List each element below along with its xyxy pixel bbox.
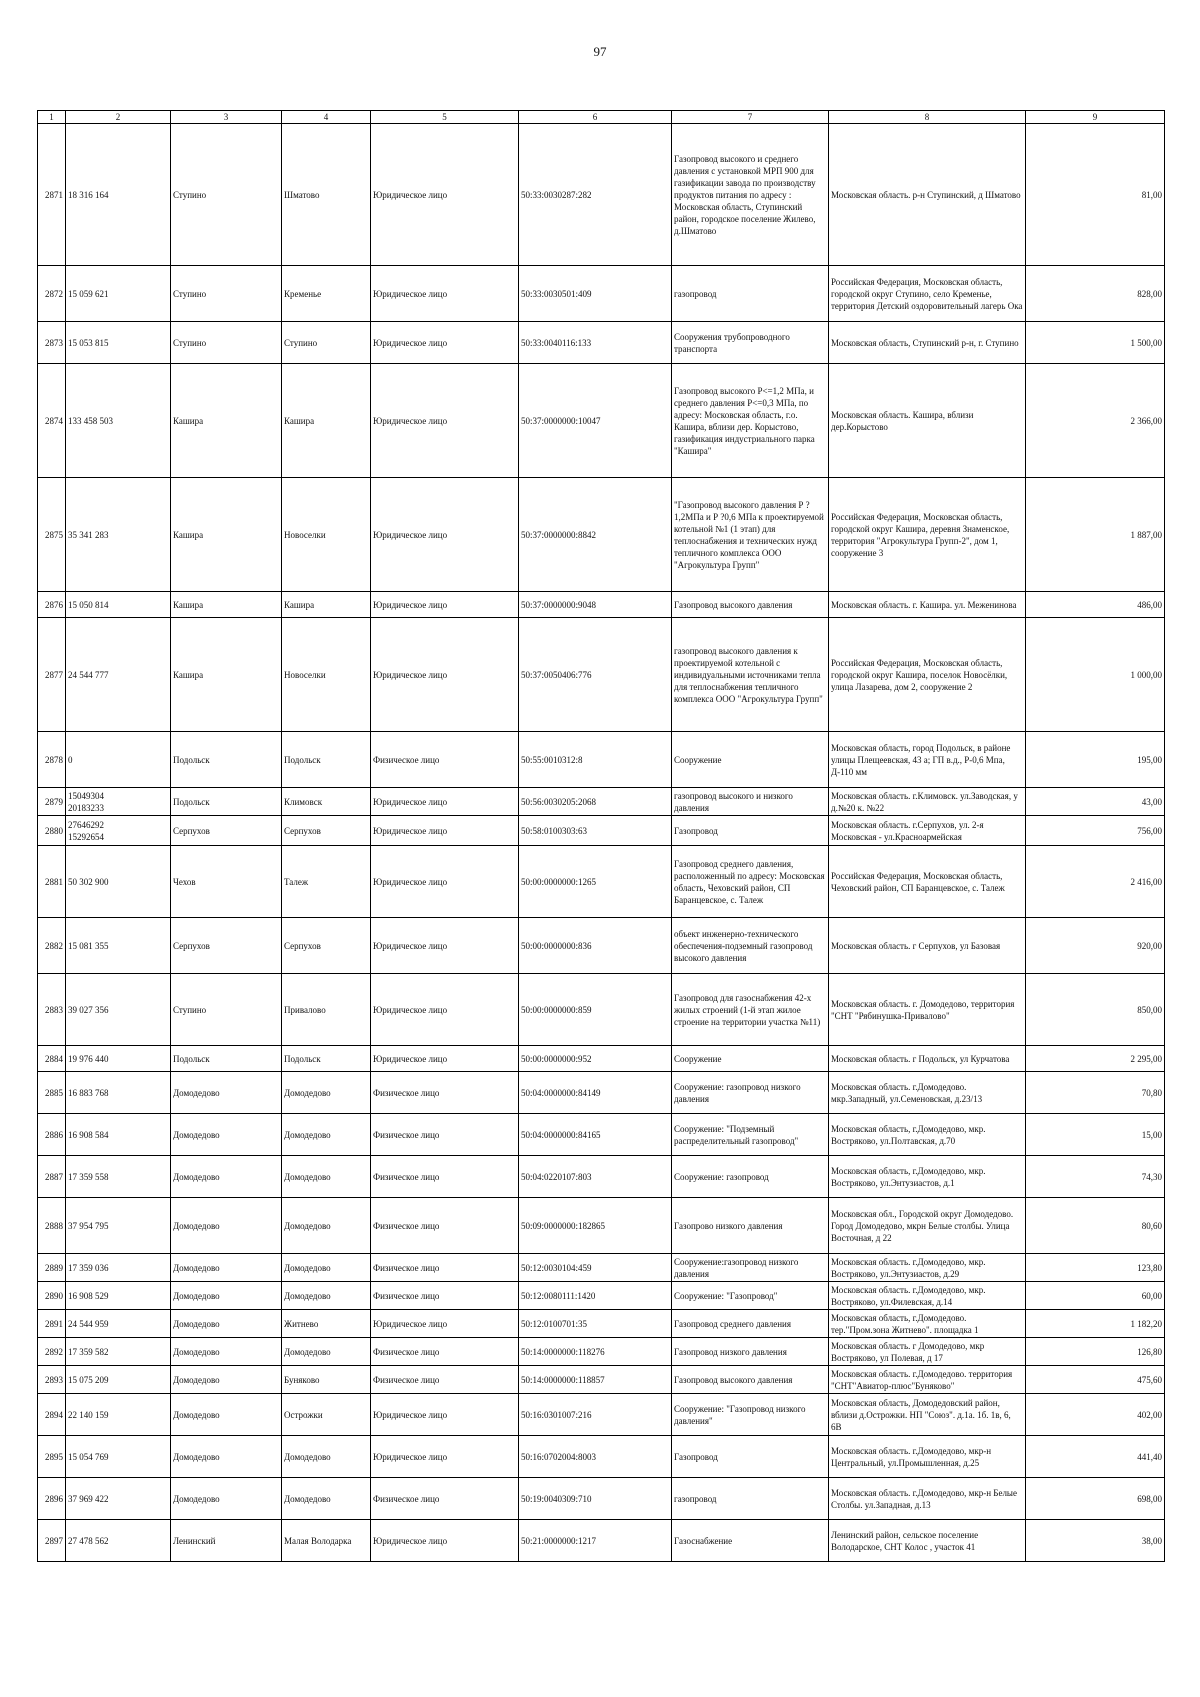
owner-type-cell: Физическое лицо xyxy=(371,1156,519,1198)
value-cell: 38,00 xyxy=(1026,1520,1165,1562)
row-number: 2877 xyxy=(38,618,66,732)
object-code: 133 458 503 xyxy=(66,364,171,478)
owner-type-cell: Физическое лицо xyxy=(371,1072,519,1114)
district-cell: Домодедово xyxy=(171,1198,282,1254)
row-number: 2873 xyxy=(38,322,66,364)
row-number: 2871 xyxy=(38,124,66,266)
object-code: 39 027 356 xyxy=(66,974,171,1046)
row-number: 2883 xyxy=(38,974,66,1046)
locality-cell: Подольск xyxy=(282,1046,371,1072)
object-name-cell: объект инженерно-технического обеспечения-подземный газопровод высокого давления xyxy=(672,918,829,974)
object-code: 15 053 815 xyxy=(66,322,171,364)
table-body xyxy=(38,124,1165,1562)
table-row xyxy=(38,1282,1165,1310)
object-name-cell: Сооружение: газопровод xyxy=(672,1156,829,1198)
row-number: 2885 xyxy=(38,1072,66,1114)
column-number-row xyxy=(38,111,1165,124)
object-code: 15 081 355 xyxy=(66,918,171,974)
object-code: 15 050 814 xyxy=(66,592,171,618)
locality-cell: Кашира xyxy=(282,364,371,478)
owner-type-cell: Юридическое лицо xyxy=(371,124,519,266)
row-number: 2879 xyxy=(38,788,66,816)
cadastral-number-cell: 50:12:0030104:459 xyxy=(519,1254,672,1282)
cadastral-number-cell: 50:00:0000000:952 xyxy=(519,1046,672,1072)
address-cell: Московская область. г.Домодедово, мкр. Востряково, ул.Филевская, д.14 xyxy=(829,1282,1026,1310)
object-code: 37 954 795 xyxy=(66,1198,171,1254)
district-cell: Подольск xyxy=(171,788,282,816)
row-number: 2875 xyxy=(38,478,66,592)
locality-cell: Привалово xyxy=(282,974,371,1046)
district-cell: Домодедово xyxy=(171,1366,282,1394)
table-row xyxy=(38,1338,1165,1366)
table-row xyxy=(38,846,1165,918)
owner-type-cell: Юридическое лицо xyxy=(371,618,519,732)
address-cell: Российская Федерация, Московская область, городской округ Кашира, поселок Новосёлки, улица Лазарева, дом 2, сооружение 2 xyxy=(829,618,1026,732)
object-name-cell: Сооружение xyxy=(672,732,829,788)
object-name-cell: Сооружение:газопровод низкого давления xyxy=(672,1254,829,1282)
locality-cell: Острожки xyxy=(282,1394,371,1436)
row-number: 2893 xyxy=(38,1366,66,1394)
cadastral-number-cell: 50:00:0000000:836 xyxy=(519,918,672,974)
object-code: 37 969 422 xyxy=(66,1478,171,1520)
owner-type-cell: Юридическое лицо xyxy=(371,322,519,364)
address-cell: Московская область. г.Домодедово. территория "СНТ"Авиатор-плюс"Буняково" xyxy=(829,1366,1026,1394)
district-cell: Домодедово xyxy=(171,1394,282,1436)
address-cell: Московская область. р-н Ступинский, д Шматово xyxy=(829,124,1026,266)
table-row xyxy=(38,1310,1165,1338)
address-cell: Московская область. г Серпухов, ул Базовая xyxy=(829,918,1026,974)
owner-type-cell: Физическое лицо xyxy=(371,1198,519,1254)
object-code: 15 075 209 xyxy=(66,1366,171,1394)
object-code: 24 544 959 xyxy=(66,1310,171,1338)
value-cell: 2 416,00 xyxy=(1026,846,1165,918)
object-code: 15049304 20183233 xyxy=(66,788,171,816)
object-name-cell: Газопровод xyxy=(672,816,829,846)
column-header: 2 xyxy=(66,111,171,124)
district-cell: Домодедово xyxy=(171,1072,282,1114)
owner-type-cell: Физическое лицо xyxy=(371,1478,519,1520)
object-code: 27646292 15292654 xyxy=(66,816,171,846)
district-cell: Кашира xyxy=(171,478,282,592)
row-number: 2897 xyxy=(38,1520,66,1562)
value-cell: 1 500,00 xyxy=(1026,322,1165,364)
column-header: 5 xyxy=(371,111,519,124)
row-number: 2881 xyxy=(38,846,66,918)
address-cell: Московская область. Кашира, вблизи дер.Корыстово xyxy=(829,364,1026,478)
cadastral-number-cell: 50:33:0030501:409 xyxy=(519,266,672,322)
district-cell: Ступино xyxy=(171,322,282,364)
table-row xyxy=(38,1114,1165,1156)
cadastral-number-cell: 50:55:0010312:8 xyxy=(519,732,672,788)
table-row xyxy=(38,788,1165,816)
cadastral-number-cell: 50:00:0000000:859 xyxy=(519,974,672,1046)
locality-cell: Домодедово xyxy=(282,1338,371,1366)
locality-cell: Домодедово xyxy=(282,1156,371,1198)
address-cell: Московская область. г.Домодедово, мкр-н Центральный, ул.Промышленная, д.25 xyxy=(829,1436,1026,1478)
object-name-cell: Газопровод среднего давления, расположенный по адресу: Московская область, Чеховский район, СП Баранцевское, с. Талеж xyxy=(672,846,829,918)
value-cell: 2 295,00 xyxy=(1026,1046,1165,1072)
address-cell: Московская область, Домодедовский район, вблизи д.Острожки. НП "Союз". д.1а. 1б. 1в, 6, 6В xyxy=(829,1394,1026,1436)
column-header: 7 xyxy=(672,111,829,124)
value-cell: 2 366,00 xyxy=(1026,364,1165,478)
table-row xyxy=(38,1072,1165,1114)
locality-cell: Талеж xyxy=(282,846,371,918)
locality-cell: Кашира xyxy=(282,592,371,618)
address-cell: Московская область, Ступинский р-н, г. Ступино xyxy=(829,322,1026,364)
object-name-cell: Сооружения трубопроводного транспорта xyxy=(672,322,829,364)
table-row xyxy=(38,1046,1165,1072)
object-name-cell: газопровод xyxy=(672,1478,829,1520)
cadastral-number-cell: 50:56:0030205:2068 xyxy=(519,788,672,816)
locality-cell: Буняково xyxy=(282,1366,371,1394)
row-number: 2878 xyxy=(38,732,66,788)
address-cell: Московская область. г Домодедово, мкр Востряково, ул Полевая, д 17 xyxy=(829,1338,1026,1366)
object-code: 35 341 283 xyxy=(66,478,171,592)
page-number: 97 xyxy=(593,44,607,59)
object-name-cell: Сооружение xyxy=(672,1046,829,1072)
object-name-cell: Сооружение: "Подземный распределительный газопровод" xyxy=(672,1114,829,1156)
owner-type-cell: Физическое лицо xyxy=(371,732,519,788)
row-number: 2888 xyxy=(38,1198,66,1254)
object-name-cell: Газопровод низкого давления xyxy=(672,1338,829,1366)
value-cell: 15,00 xyxy=(1026,1114,1165,1156)
object-code: 22 140 159 xyxy=(66,1394,171,1436)
owner-type-cell: Юридическое лицо xyxy=(371,364,519,478)
table-row xyxy=(38,732,1165,788)
value-cell: 486,00 xyxy=(1026,592,1165,618)
object-name-cell: газопровод высокого давления к проектируемой котельной с индивидуальными источниками тепла для теплоснабжения тепличного комплекса ООО "Агрокультура Групп" xyxy=(672,618,829,732)
cadastral-number-cell: 50:04:0220107:803 xyxy=(519,1156,672,1198)
owner-type-cell: Юридическое лицо xyxy=(371,816,519,846)
row-number: 2876 xyxy=(38,592,66,618)
row-number: 2891 xyxy=(38,1310,66,1338)
object-name-cell: Газопровод среднего давления xyxy=(672,1310,829,1338)
locality-cell: Домодедово xyxy=(282,1282,371,1310)
district-cell: Серпухов xyxy=(171,816,282,846)
object-code: 27 478 562 xyxy=(66,1520,171,1562)
cadastral-number-cell: 50:37:0000000:8842 xyxy=(519,478,672,592)
object-name-cell: Сооружение: "Газопровод низкого давления" xyxy=(672,1394,829,1436)
owner-type-cell: Юридическое лицо xyxy=(371,1520,519,1562)
row-number: 2889 xyxy=(38,1254,66,1282)
value-cell: 43,00 xyxy=(1026,788,1165,816)
cadastral-number-cell: 50:12:0100701:35 xyxy=(519,1310,672,1338)
address-cell: Московская область, г.Домодедово, мкр. Востряково, ул.Полтавская, д.70 xyxy=(829,1114,1026,1156)
owner-type-cell: Юридическое лицо xyxy=(371,788,519,816)
cadastral-number-cell: 50:37:0050406:776 xyxy=(519,618,672,732)
table-row xyxy=(38,1156,1165,1198)
table-row xyxy=(38,364,1165,478)
cadastral-number-cell: 50:09:0000000:182865 xyxy=(519,1198,672,1254)
district-cell: Домодедово xyxy=(171,1282,282,1310)
locality-cell: Домодедово xyxy=(282,1114,371,1156)
locality-cell: Шматово xyxy=(282,124,371,266)
row-number: 2892 xyxy=(38,1338,66,1366)
table-row xyxy=(38,974,1165,1046)
cadastral-number-cell: 50:04:0000000:84165 xyxy=(519,1114,672,1156)
cadastral-number-cell: 50:33:0030287:282 xyxy=(519,124,672,266)
table-row xyxy=(38,1436,1165,1478)
value-cell: 1 000,00 xyxy=(1026,618,1165,732)
row-number: 2884 xyxy=(38,1046,66,1072)
district-cell: Подольск xyxy=(171,732,282,788)
object-code: 17 359 036 xyxy=(66,1254,171,1282)
object-code: 19 976 440 xyxy=(66,1046,171,1072)
locality-cell: Серпухов xyxy=(282,816,371,846)
address-cell: Российская Федерация, Московская область, Чеховский район, СП Баранцевское, с. Талеж xyxy=(829,846,1026,918)
district-cell: Кашира xyxy=(171,618,282,732)
value-cell: 81,00 xyxy=(1026,124,1165,266)
district-cell: Домодедово xyxy=(171,1156,282,1198)
cadastral-number-cell: 50:16:0702004:8003 xyxy=(519,1436,672,1478)
address-cell: Московская область. г.Климовск. ул.Заводская, у д.№20 к. №22 xyxy=(829,788,1026,816)
locality-cell: Кременье xyxy=(282,266,371,322)
cadastral-number-cell: 50:58:0100303:63 xyxy=(519,816,672,846)
table-row xyxy=(38,1254,1165,1282)
address-cell: Московская область. г. Кашира. ул. Меженинова xyxy=(829,592,1026,618)
table-row xyxy=(38,1198,1165,1254)
object-code: 24 544 777 xyxy=(66,618,171,732)
owner-type-cell: Юридическое лицо xyxy=(371,592,519,618)
object-name-cell: Газопровод высокого Р<=1,2 МПа, и среднего давления Р<=0,3 МПа, по адресу: Московская область, г.о. Кашира, вблизи дер. Корыстово, газификация индустриального парка "Кашира" xyxy=(672,364,829,478)
table-row xyxy=(38,266,1165,322)
value-cell: 402,00 xyxy=(1026,1394,1165,1436)
object-name-cell: Газопровод xyxy=(672,1436,829,1478)
locality-cell: Подольск xyxy=(282,732,371,788)
row-number: 2882 xyxy=(38,918,66,974)
value-cell: 126,80 xyxy=(1026,1338,1165,1366)
value-cell: 756,00 xyxy=(1026,816,1165,846)
value-cell: 441,40 xyxy=(1026,1436,1165,1478)
row-number: 2887 xyxy=(38,1156,66,1198)
locality-cell: Малая Володарка xyxy=(282,1520,371,1562)
row-number: 2872 xyxy=(38,266,66,322)
cadastral-number-cell: 50:04:0000000:84149 xyxy=(519,1072,672,1114)
owner-type-cell: Физическое лицо xyxy=(371,1282,519,1310)
row-number: 2880 xyxy=(38,816,66,846)
table-row xyxy=(38,322,1165,364)
locality-cell: Серпухов xyxy=(282,918,371,974)
owner-type-cell: Юридическое лицо xyxy=(371,974,519,1046)
owner-type-cell: Юридическое лицо xyxy=(371,1394,519,1436)
value-cell: 80,60 xyxy=(1026,1198,1165,1254)
value-cell: 195,00 xyxy=(1026,732,1165,788)
address-cell: Российская Федерация, Московская область, городской округ Кашира, деревня Знаменское, территория "Агрокультура Групп-2", дом 1, сооружение 3 xyxy=(829,478,1026,592)
column-header: 3 xyxy=(171,111,282,124)
object-code: 0 xyxy=(66,732,171,788)
value-cell: 920,00 xyxy=(1026,918,1165,974)
district-cell: Ступино xyxy=(171,266,282,322)
district-cell: Подольск xyxy=(171,1046,282,1072)
object-name-cell: Газопрово низкого давления xyxy=(672,1198,829,1254)
cadastral-number-cell: 50:37:0000000:10047 xyxy=(519,364,672,478)
table-row xyxy=(38,592,1165,618)
object-code: 15 059 621 xyxy=(66,266,171,322)
column-header: 9 xyxy=(1026,111,1165,124)
row-number: 2896 xyxy=(38,1478,66,1520)
district-cell: Серпухов xyxy=(171,918,282,974)
cadastral-number-cell: 50:37:0000000:9048 xyxy=(519,592,672,618)
column-header: 1 xyxy=(38,111,66,124)
cadastral-number-cell: 50:12:0080111:1420 xyxy=(519,1282,672,1310)
registry-table xyxy=(37,110,1165,1562)
cadastral-number-cell: 50:33:0040116:133 xyxy=(519,322,672,364)
locality-cell: Домодедово xyxy=(282,1254,371,1282)
owner-type-cell: Юридическое лицо xyxy=(371,1436,519,1478)
locality-cell: Домодедово xyxy=(282,1436,371,1478)
owner-type-cell: Юридическое лицо xyxy=(371,478,519,592)
table-row xyxy=(38,1394,1165,1436)
district-cell: Ленинский xyxy=(171,1520,282,1562)
locality-cell: Ступино xyxy=(282,322,371,364)
cadastral-number-cell: 50:21:0000000:1217 xyxy=(519,1520,672,1562)
locality-cell: Новоселки xyxy=(282,618,371,732)
value-cell: 698,00 xyxy=(1026,1478,1165,1520)
object-name-cell: Газоснабжение xyxy=(672,1520,829,1562)
value-cell: 60,00 xyxy=(1026,1282,1165,1310)
row-number: 2874 xyxy=(38,364,66,478)
object-name-cell: Сооружение: газопровод низкого давления xyxy=(672,1072,829,1114)
row-number: 2886 xyxy=(38,1114,66,1156)
locality-cell: Климовск xyxy=(282,788,371,816)
table-row xyxy=(38,618,1165,732)
locality-cell: Новоселки xyxy=(282,478,371,592)
address-cell: Московская область, г.Домодедово, мкр. Востряково, ул.Энтузиастов, д.1 xyxy=(829,1156,1026,1198)
owner-type-cell: Физическое лицо xyxy=(371,1114,519,1156)
address-cell: Московская область. г.Серпухов, ул. 2-я Московская - ул.Красноармейская xyxy=(829,816,1026,846)
column-header: 4 xyxy=(282,111,371,124)
owner-type-cell: Физическое лицо xyxy=(371,1254,519,1282)
district-cell: Домодедово xyxy=(171,1310,282,1338)
table-row xyxy=(38,1366,1165,1394)
object-name-cell: газопровод высокого и низкого давления xyxy=(672,788,829,816)
owner-type-cell: Юридическое лицо xyxy=(371,266,519,322)
address-cell: Российская Федерация, Московская область, городской округ Ступино, село Кременье, территория Детский оздоровительный лагерь Ока xyxy=(829,266,1026,322)
address-cell: Московская область. г. Домодедово, территория "СНТ "Рябинушка-Привалово" xyxy=(829,974,1026,1046)
district-cell: Ступино xyxy=(171,974,282,1046)
address-cell: Московская область. г.Домодедово. мкр.Западный, ул.Семеновская, д.23/13 xyxy=(829,1072,1026,1114)
table-row xyxy=(38,1478,1165,1520)
address-cell: Ленинский район, сельское поселение Володарское, СНТ Колос , участок 41 xyxy=(829,1520,1026,1562)
value-cell: 475,60 xyxy=(1026,1366,1165,1394)
table-row xyxy=(38,1520,1165,1562)
object-name-cell: Сооружение: "Газопровод" xyxy=(672,1282,829,1310)
locality-cell: Домодедово xyxy=(282,1072,371,1114)
district-cell: Кашира xyxy=(171,364,282,478)
table-row xyxy=(38,478,1165,592)
district-cell: Домодедово xyxy=(171,1114,282,1156)
district-cell: Домодедово xyxy=(171,1478,282,1520)
cadastral-number-cell: 50:14:0000000:118857 xyxy=(519,1366,672,1394)
object-code: 16 908 584 xyxy=(66,1114,171,1156)
cadastral-number-cell: 50:14:0000000:118276 xyxy=(519,1338,672,1366)
value-cell: 1 182,20 xyxy=(1026,1310,1165,1338)
object-code: 50 302 900 xyxy=(66,846,171,918)
object-code: 16 908 529 xyxy=(66,1282,171,1310)
table-row xyxy=(38,124,1165,266)
owner-type-cell: Юридическое лицо xyxy=(371,1046,519,1072)
owner-type-cell: Физическое лицо xyxy=(371,1366,519,1394)
address-cell: Московская область. г Подольск, ул Курчатова xyxy=(829,1046,1026,1072)
object-code: 18 316 164 xyxy=(66,124,171,266)
value-cell: 74,30 xyxy=(1026,1156,1165,1198)
column-header: 8 xyxy=(829,111,1026,124)
object-name-cell: Газопровод высокого давления xyxy=(672,592,829,618)
object-name-cell: "Газопровод высокого давления Р ?1,2МПа и Р ?0,6 МПа к проектируемой котельной №1 (1 этап) для теплоснабжения и технических нужд тепличного комплекса ООО "Агрокультура Групп" xyxy=(672,478,829,592)
owner-type-cell: Юридическое лицо xyxy=(371,1310,519,1338)
row-number: 2895 xyxy=(38,1436,66,1478)
address-cell: Московская область. г.Домодедово, мкр-н Белые Столбы. ул.Западная, д.13 xyxy=(829,1478,1026,1520)
address-cell: Московская область, город Подольск, в районе улицы Плещеевская, 43 а; ГП в.д., Р-0,6 Мпа, Д-110 мм xyxy=(829,732,1026,788)
object-code: 16 883 768 xyxy=(66,1072,171,1114)
owner-type-cell: Юридическое лицо xyxy=(371,918,519,974)
table-row xyxy=(38,918,1165,974)
object-code: 17 359 582 xyxy=(66,1338,171,1366)
district-cell: Домодедово xyxy=(171,1436,282,1478)
object-name-cell: Газопровод высокого и среднего давления с установкой МРП 900 для газификации завода по производству продуктов питания по адресу : Московская область, Ступинский район, городское поселение Жилево, д.Шматово xyxy=(672,124,829,266)
value-cell: 123,80 xyxy=(1026,1254,1165,1282)
district-cell: Чехов xyxy=(171,846,282,918)
object-name-cell: газопровод xyxy=(672,266,829,322)
cadastral-number-cell: 50:00:0000000:1265 xyxy=(519,846,672,918)
district-cell: Кашира xyxy=(171,592,282,618)
owner-type-cell: Физическое лицо xyxy=(371,1338,519,1366)
object-code: 15 054 769 xyxy=(66,1436,171,1478)
locality-cell: Домодедово xyxy=(282,1198,371,1254)
district-cell: Ступино xyxy=(171,124,282,266)
object-name-cell: Газопровод для газоснабжения 42-х жилых строений (1-й этап жилое строение на территории участка №11) xyxy=(672,974,829,1046)
locality-cell: Житнево xyxy=(282,1310,371,1338)
district-cell: Домодедово xyxy=(171,1254,282,1282)
locality-cell: Домодедово xyxy=(282,1478,371,1520)
value-cell: 70,80 xyxy=(1026,1072,1165,1114)
address-cell: Московская обл., Городской округ Домодедово. Город Домодедово, мкрн Белые столбы. Улица Восточная, д 22 xyxy=(829,1198,1026,1254)
table-row xyxy=(38,816,1165,846)
column-header: 6 xyxy=(519,111,672,124)
cadastral-number-cell: 50:19:0040309:710 xyxy=(519,1478,672,1520)
district-cell: Домодедово xyxy=(171,1338,282,1366)
object-code: 17 359 558 xyxy=(66,1156,171,1198)
value-cell: 1 887,00 xyxy=(1026,478,1165,592)
owner-type-cell: Юридическое лицо xyxy=(371,846,519,918)
object-name-cell: Газопровод высокого давления xyxy=(672,1366,829,1394)
value-cell: 828,00 xyxy=(1026,266,1165,322)
row-number: 2890 xyxy=(38,1282,66,1310)
cadastral-number-cell: 50:16:0301007:216 xyxy=(519,1394,672,1436)
address-cell: Московская область, г.Домодедово. тер."Пром.зона Житнево". площадка 1 xyxy=(829,1310,1026,1338)
value-cell: 850,00 xyxy=(1026,974,1165,1046)
address-cell: Московская область. г.Домодедово, мкр. Востряково, ул.Энтузиастов, д.29 xyxy=(829,1254,1026,1282)
row-number: 2894 xyxy=(38,1394,66,1436)
